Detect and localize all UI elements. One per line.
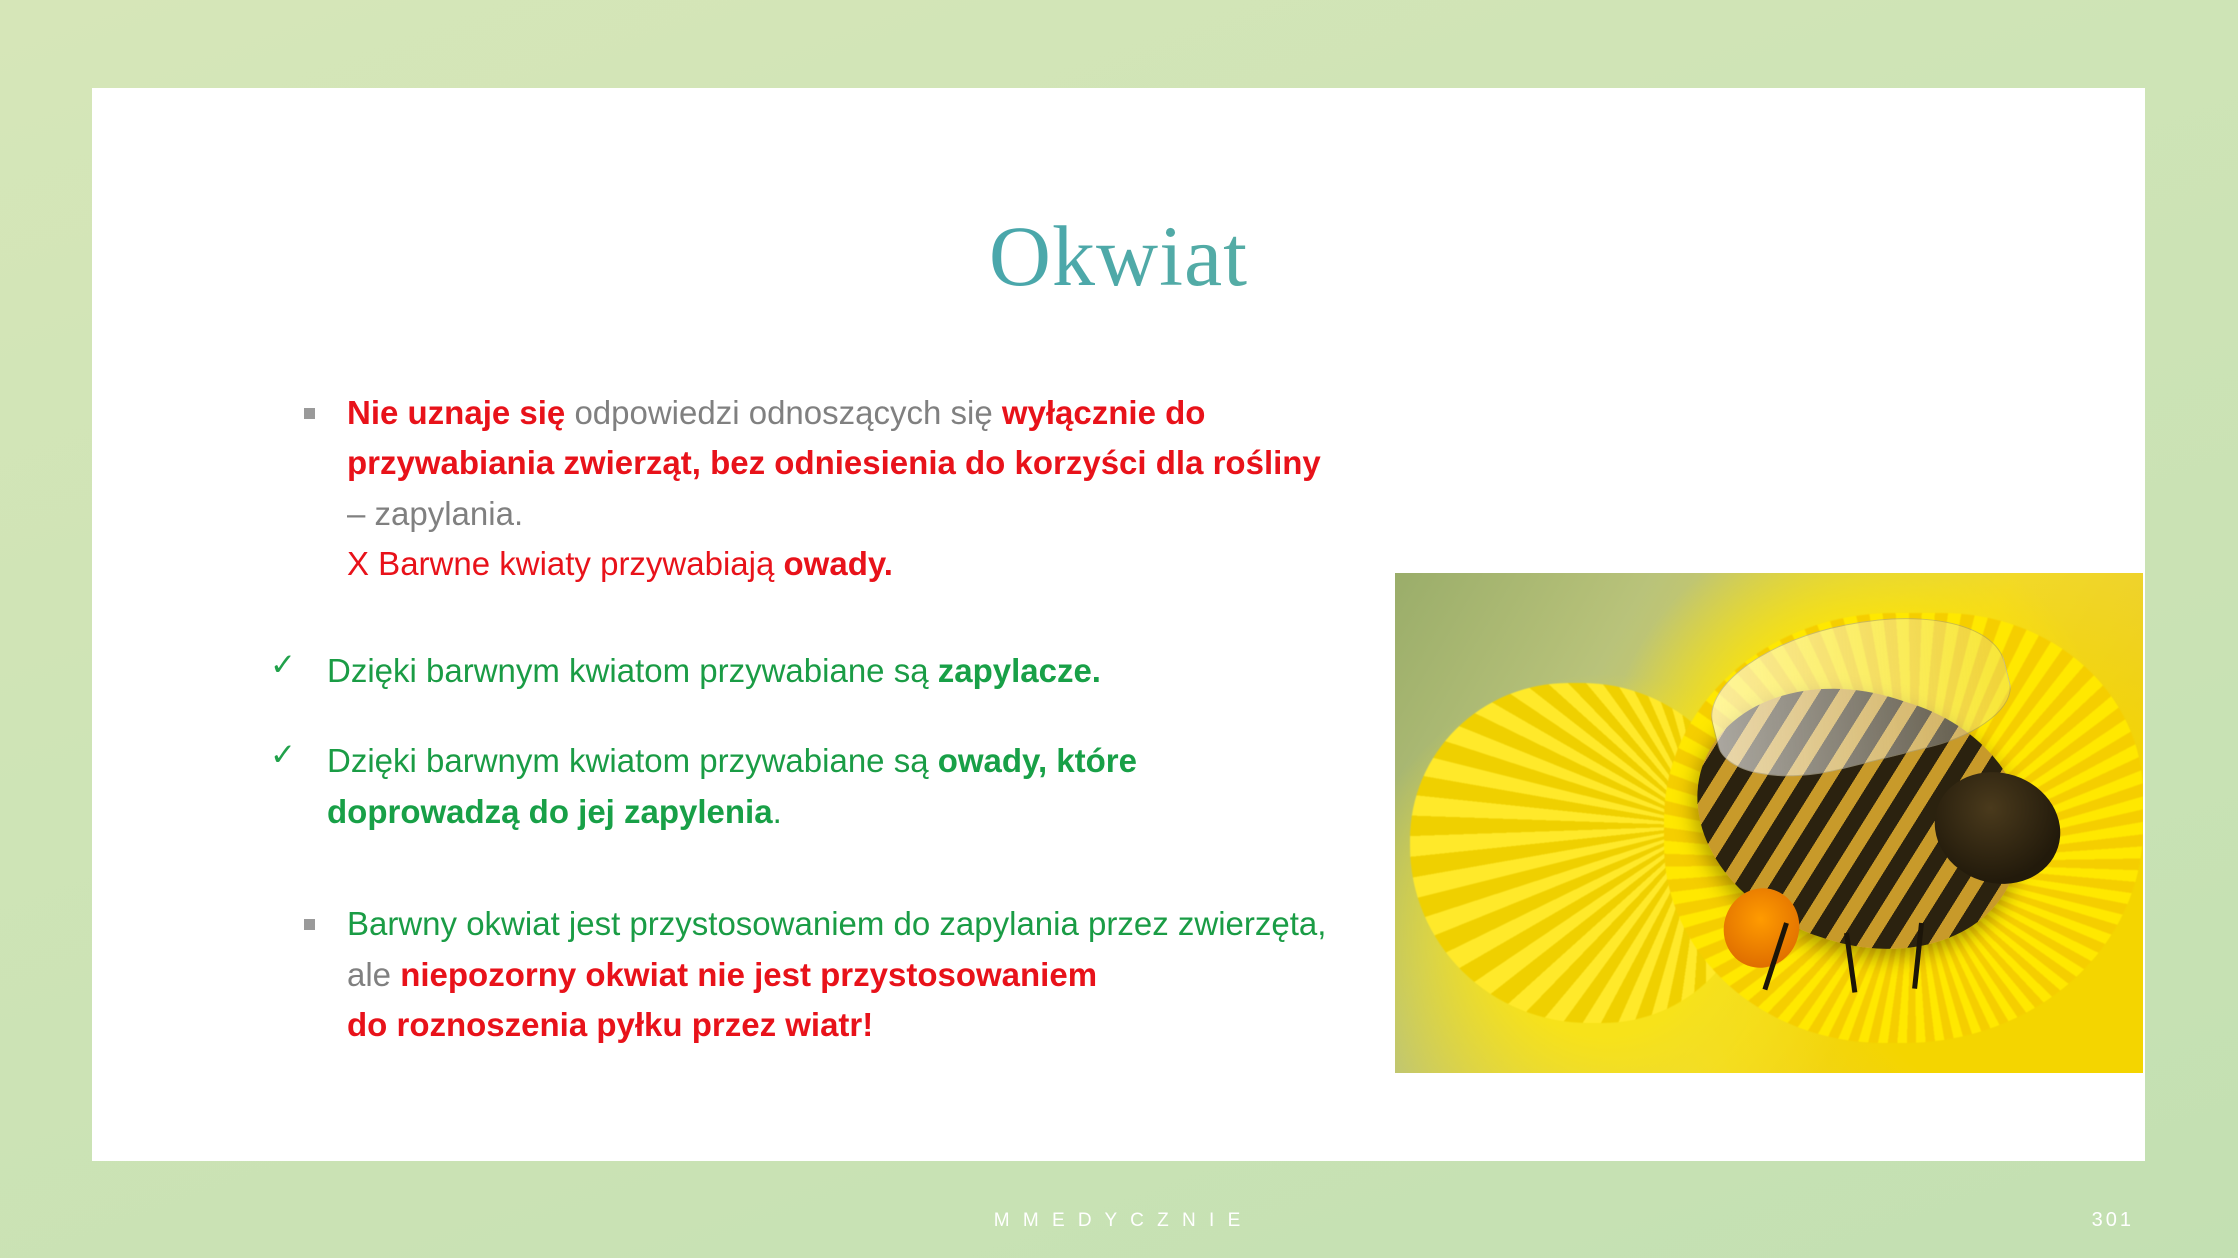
- run-1-4: – zapylania.: [347, 494, 524, 532]
- run-2-1: Dzięki barwnym kwiatom przywabiane są: [327, 651, 938, 689]
- bullet-block-1: [242, 388, 1332, 590]
- check-bullet-icon: ✓: [270, 737, 296, 773]
- run-1-3: wyłącznie do przywabiania zwierząt, bez odniesienia do korzyści dla rośliny: [347, 394, 1321, 482]
- bullet-block-4: [242, 899, 1332, 1050]
- bee-on-dandelion-photo: [1395, 573, 2143, 1073]
- run-1-6: owady.: [783, 545, 893, 583]
- footer-page-number: 301: [2091, 1209, 2134, 1231]
- bullet-text-1: [242, 388, 1332, 590]
- square-bullet-icon: [304, 408, 315, 419]
- run-2-2: zapylacze.: [937, 651, 1101, 689]
- footer-brand: M M E D Y C Z N I E: [993, 1210, 1245, 1231]
- run-3-2: owady, które doprowadzą do jej zapylenia: [327, 742, 1137, 830]
- bullet-text-3: [242, 736, 1332, 837]
- run-4-2: ale: [347, 955, 401, 993]
- slide-canvas: [92, 88, 2145, 1161]
- check-bullet-icon: ✓: [270, 646, 296, 682]
- text-column: [242, 388, 1332, 1051]
- bullet-block-3: [242, 736, 1332, 837]
- bullet-text-4: [242, 899, 1332, 1050]
- square-bullet-icon: [304, 919, 315, 930]
- run-1-2: odpowiedzi odnoszących się: [574, 394, 1002, 431]
- run-3-3: .: [772, 792, 782, 830]
- run-4-3: niepozorny okwiat nie jest przystosowaniem: [400, 955, 1098, 993]
- page-title: Okwiat: [92, 88, 2145, 306]
- run-1-5: X Barwne kwiaty przywabiają: [347, 545, 784, 583]
- run-1-1: Nie uznaje się: [347, 394, 575, 431]
- bullet-text-2: [242, 646, 1332, 696]
- slide-body: [92, 388, 2145, 1148]
- run-3-1: Dzięki barwnym kwiatom przywabiane są: [327, 742, 938, 780]
- run-4-1: Barwny okwiat jest przystosowaniem do zapylania przez zwierzęta,: [347, 905, 1327, 943]
- run-4-4: do roznoszenia pyłku przez wiatr!: [347, 1006, 874, 1044]
- bullet-block-2: [242, 646, 1332, 696]
